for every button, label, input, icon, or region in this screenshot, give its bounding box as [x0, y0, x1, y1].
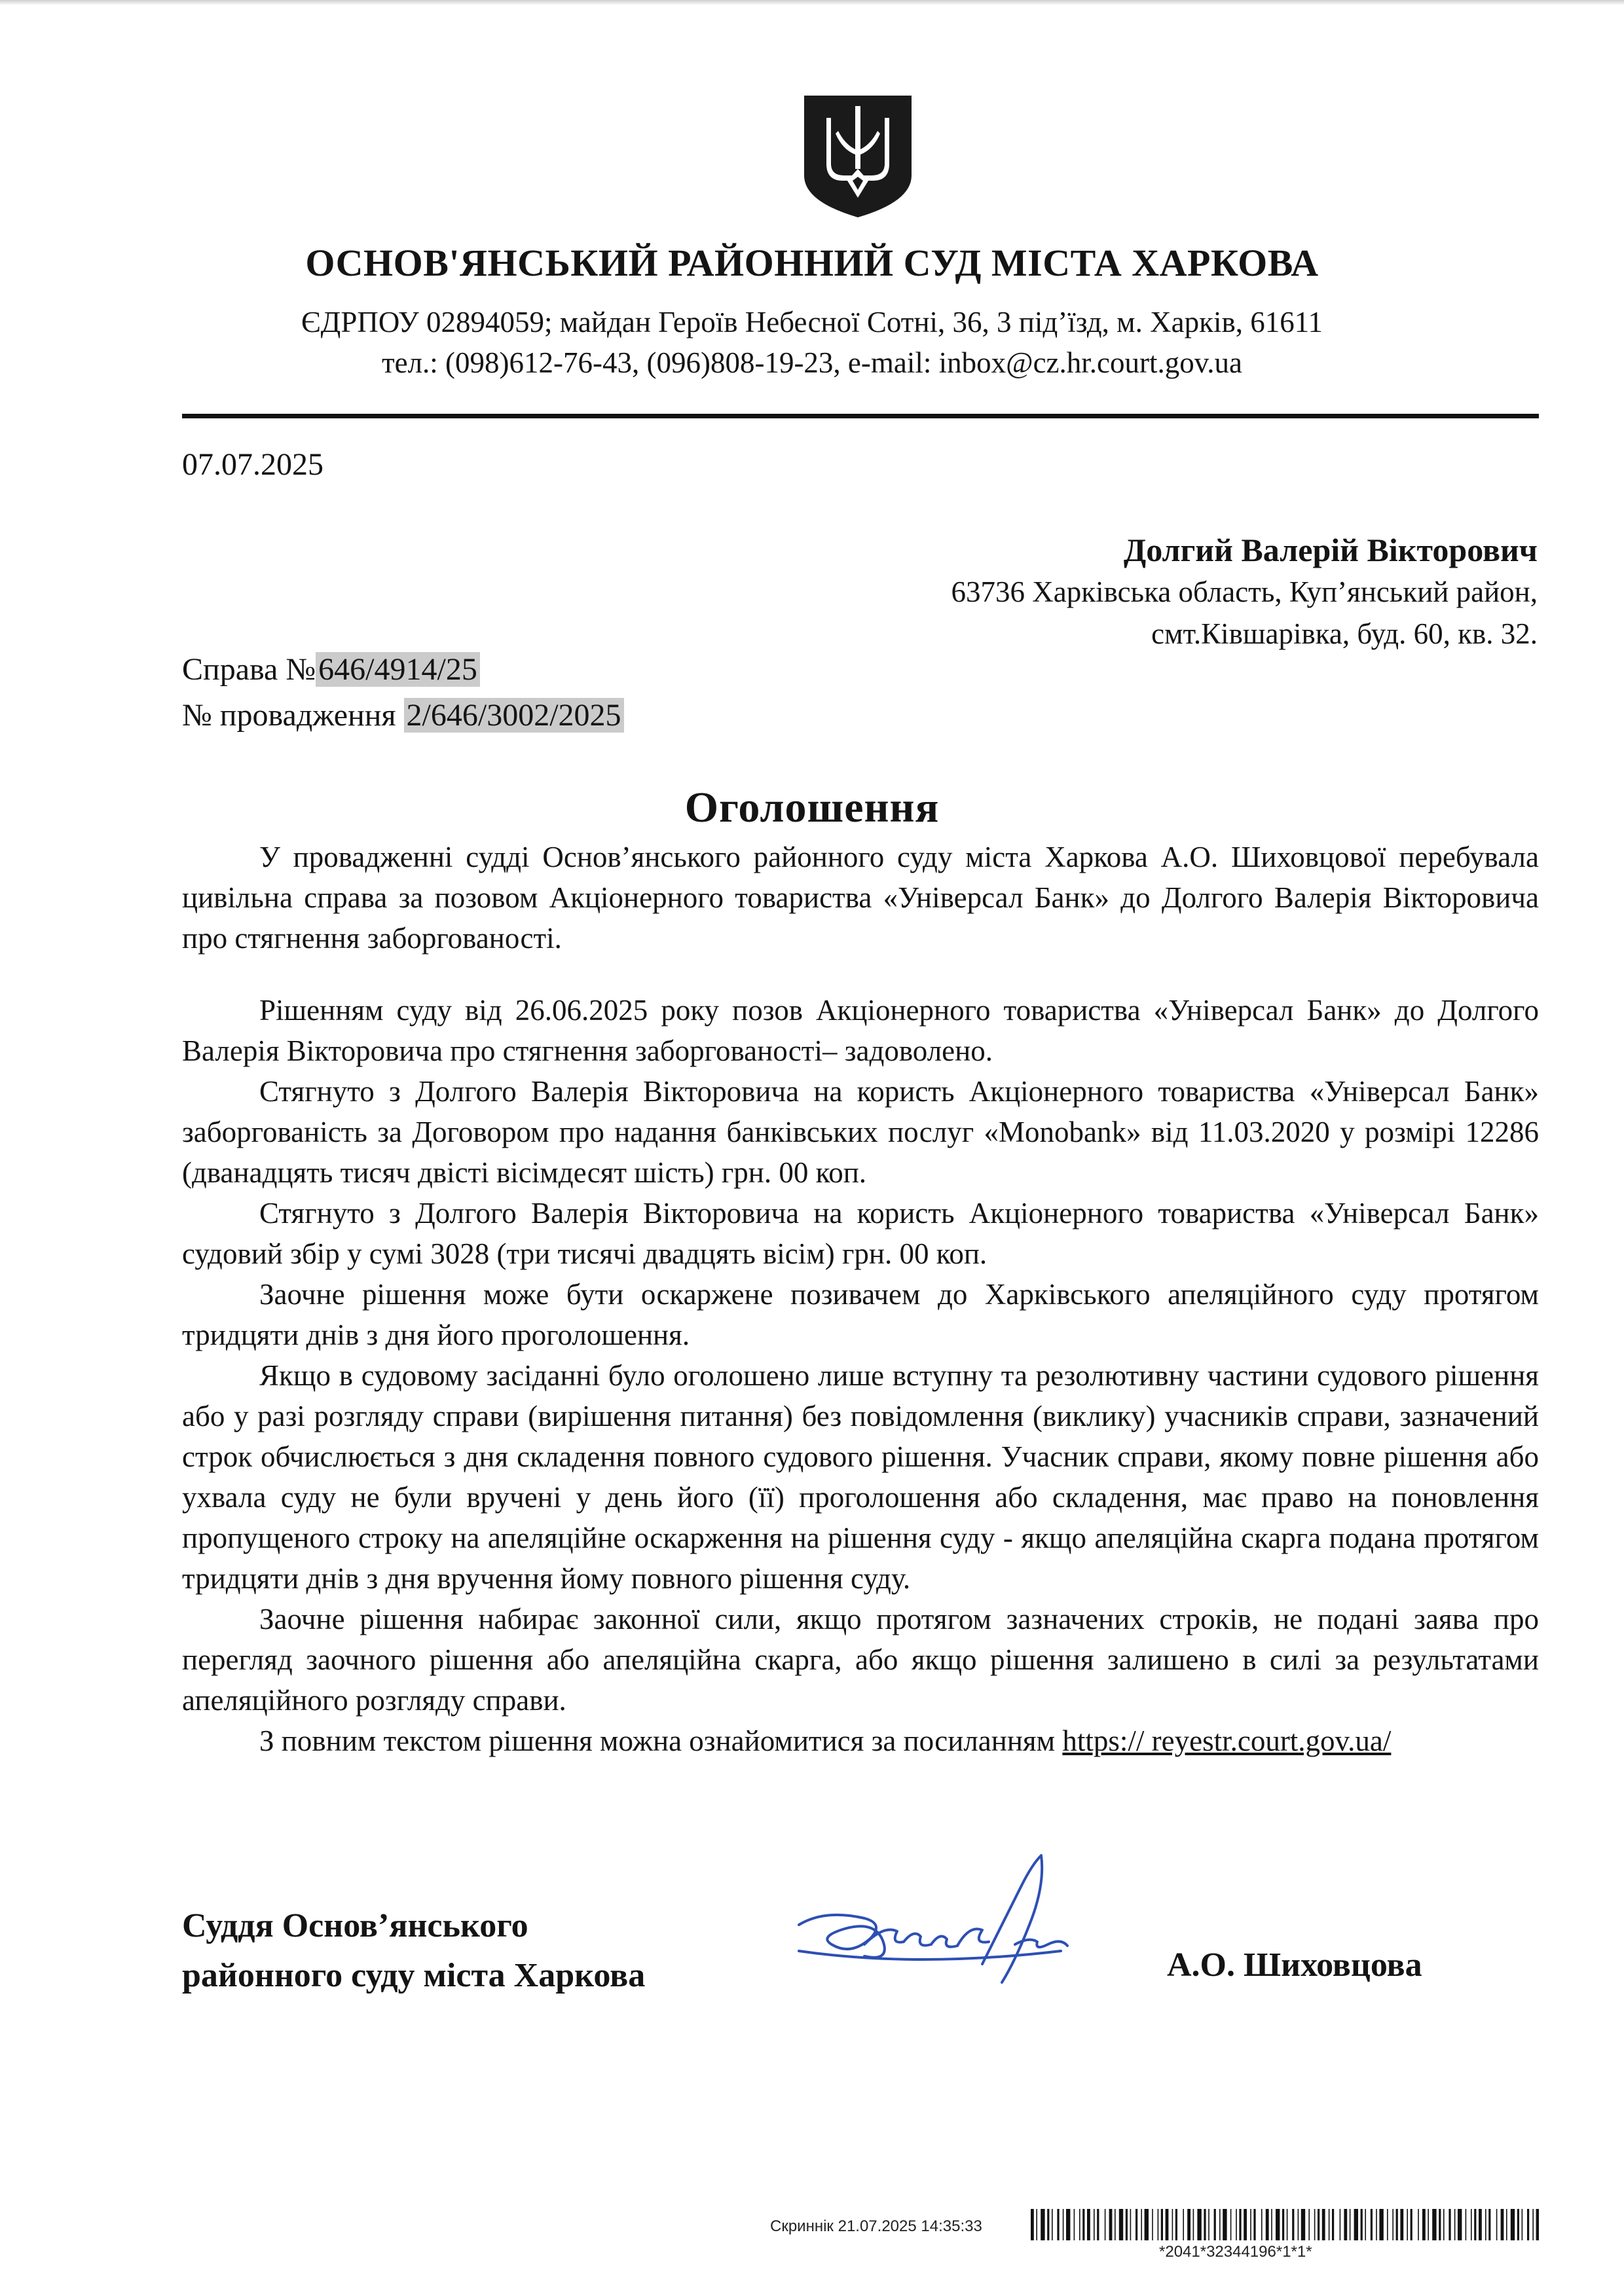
proceeding-number-line — [182, 693, 624, 738]
paragraph: Рішенням суду від 26.06.2025 року позов Акціонерного товариства «Універсал Банк» до Долгого Валерія Вікторовича про стягнення заборгованості– задоволено. — [182, 994, 1539, 1067]
handwritten-signature — [786, 1846, 1113, 1997]
case-number: 646/4914/25 — [316, 652, 480, 687]
coat-of-arms-icon — [800, 92, 915, 220]
document-title: Оголошення — [684, 784, 940, 831]
scan-stamp: Скриннік 21.07.2025 14:35:33 — [770, 2217, 982, 2235]
recipient-block — [951, 529, 1538, 655]
proceeding-label: № провадження — [182, 698, 404, 733]
court-address: ЄДРПОУ 02894059; майдан Героїв Небесної Сотні, 36, 3 під’їзд, м. Харків, 61611 — [301, 306, 1323, 338]
paragraph: Заочне рішення може бути оскаржене позивачем до Харківського апеляційного суду протягом тридцяти днів з дня його проголошення. — [182, 1278, 1539, 1351]
barcode — [1031, 2209, 1539, 2240]
judge-position-line-2: районного суду міста Харкова — [182, 1957, 646, 1994]
paragraph: Стягнуто з Долгого Валерія Вікторовича на користь Акціонерного товариства «Універсал Банк» судовий збір у сумі 3028 (три тисячі двадцять вісім) грн. 00 коп. — [182, 1197, 1539, 1270]
recipient-name: Долгий Валерій Вікторович — [1123, 532, 1538, 568]
paragraph: Заочне рішення набирає законної сили, якщо протягом зазначених строків, не подані заява про перегляд заочного рішення або апеляційна скарга, або якщо рішення залишено в силі за результатами апеляційного розгляду справи. — [182, 1603, 1539, 1717]
proceeding-number: 2/646/3002/2025 — [404, 698, 624, 733]
scan-edge — [0, 0, 1624, 5]
judge-position-line-1: Суддя Основ’янського — [182, 1907, 528, 1944]
case-number-line — [182, 647, 624, 693]
link-paragraph-text: З повним текстом рішення можна ознайомитися за посиланням — [259, 1724, 1056, 1757]
document-date: 07.07.2025 — [182, 447, 323, 482]
paragraph: Якщо в судовому засіданні було оголошено лише вступну та резолютивну частини судового рішення або у разі розгляду справи (вирішення питання) без повідомлення (виклику) учасників справи, зазначений строк обчислюється з дня складення повного судового рішення. Учасник справи, якому повне рішення або ухвала суду не були вручені у день його (її) проголошення або складення, має право на поновлення пропущеного строку на апеляційне оскарження на рішення суду - якщо апеляційна скарга подана протягом тридцяти днів з дня вручення йому повного рішення суду. — [182, 1359, 1539, 1595]
court-name: ОСНОВ'ЯНСЬКИЙ РАЙОННИЙ СУД МІСТА ХАРКОВА — [305, 242, 1319, 284]
announcement-body — [182, 837, 1539, 1761]
link-paragraph — [182, 1721, 1539, 1761]
recipient-address-line-1: 63736 Харківська область, Куп’янський район, — [951, 575, 1538, 608]
case-block — [182, 647, 624, 738]
paragraph: У провадженні судді Основ’янського районного суду міста Харкова А.О. Шиховцової перебувала цивільна справа за позовом Акціонерного товариства «Універсал Банк» до Долгого Валерія Вікторовича про стягнення заборгованості. — [182, 841, 1539, 955]
case-label: Справа № — [182, 652, 316, 687]
judge-name: А.О. Шиховцова — [1167, 1946, 1422, 1984]
court-contacts: тел.: (098)612-76-43, (096)808-19-23, e-mail: inbox@cz.hr.court.gov.ua — [381, 346, 1243, 379]
barcode-number: *2041*32344196*1*1* — [1159, 2243, 1312, 2261]
paragraph: Стягнуто з Долгого Валерія Вікторовича на користь Акціонерного товариства «Універсал Банк» заборгованість за Договором про надання банківських послуг «Monobank» від 11.03.2020 у розмірі 12286 (дванадцять тисяч двісті вісімдесят шість) грн. 00 коп. — [182, 1075, 1539, 1189]
judge-position — [182, 1901, 645, 2001]
registry-link[interactable]: https:// reyestr.court.gov.ua/ — [1062, 1724, 1392, 1757]
recipient-address-line-2: смт.Ківшарівка, буд. 60, кв. 32. — [1151, 617, 1538, 650]
header-divider — [182, 414, 1539, 418]
